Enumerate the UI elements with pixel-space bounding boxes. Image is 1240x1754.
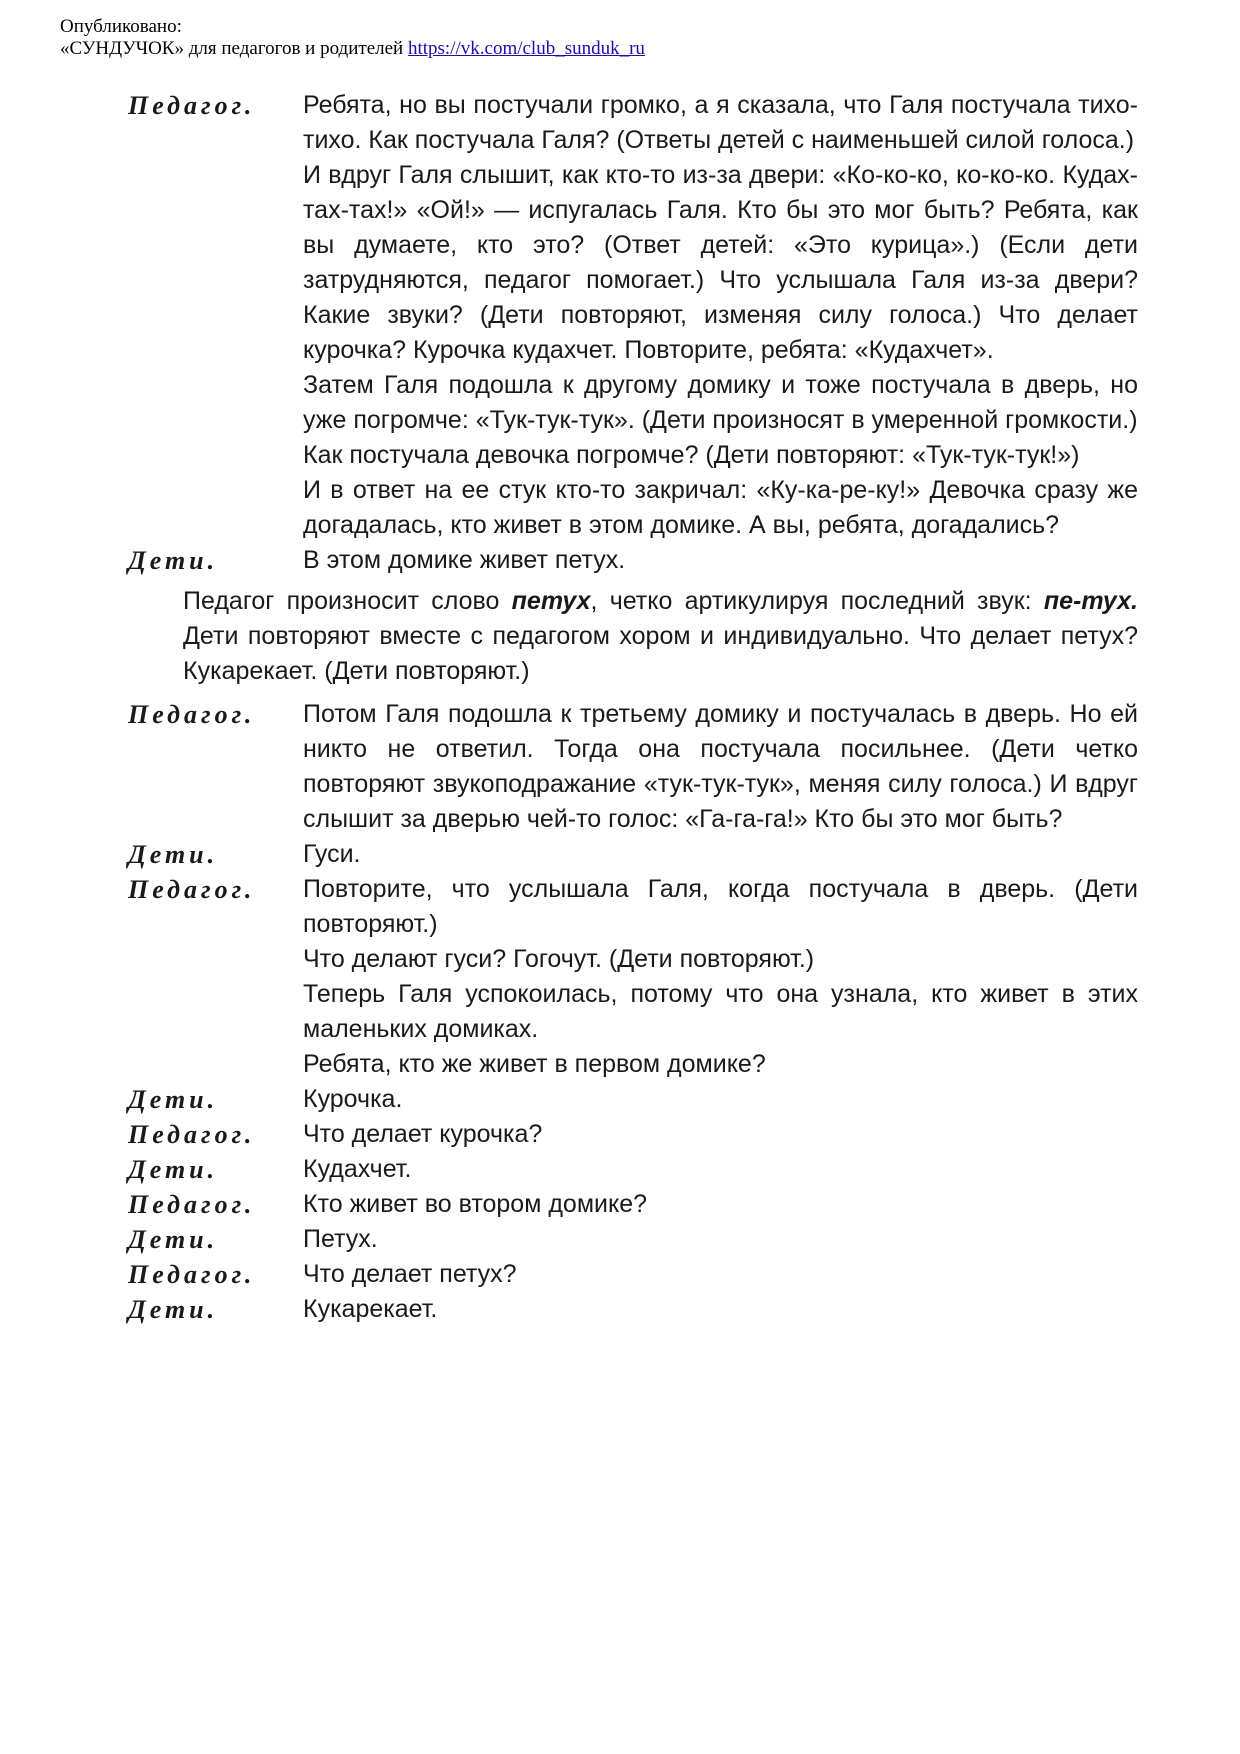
dialogue-paragraph: Кукарекает. <box>303 1295 438 1323</box>
note-word-petukh: петух <box>511 587 591 615</box>
dialogue-paragraph: Что делает петух? <box>303 1260 517 1288</box>
dialogue-entry <box>128 1082 1138 1117</box>
header-published-label: Опубликовано: <box>60 16 182 37</box>
source-link[interactable]: https://vk.com/club_sunduk_ru <box>407 38 645 59</box>
header-source-name: «СУНДУЧОК» для педагогов и родителей <box>60 38 408 59</box>
speaker-label: Дети. <box>128 840 219 869</box>
publication-header <box>60 16 645 60</box>
note-text-2: , четко артикулируя последний звук: <box>590 587 1044 615</box>
dialogue-entry <box>128 697 1138 837</box>
dialogue-paragraph: Петух. <box>303 1225 378 1253</box>
dialogue-entry <box>128 872 1138 1082</box>
dialogue-paragraph: Теперь Галя успокоилась, потому что она узнала, кто живет в этих маленьких домиках. <box>303 980 1138 1043</box>
dialogue-paragraph: Повторите, что услышала Галя, когда постучала в дверь. (Дети повторяют.) <box>303 875 1138 938</box>
dialogue-paragraph: Затем Галя подошла к другому домику и тоже постучала в дверь, но уже погромче: «Тук-тук-тук». (Дети произносят в умеренной громкости.) <box>303 371 1138 434</box>
header-source-line <box>60 38 645 60</box>
dialogue-entry <box>128 1152 1138 1187</box>
speaker-label: Дети. <box>128 1085 219 1114</box>
speaker-label: Педагог. <box>128 91 256 120</box>
dialogue-entry <box>128 543 1138 578</box>
dialogue-paragraph: Потом Галя подошла к третьему домику и постучалась в дверь. Но ей никто не ответил. Тогда она постучала посильнее. (Дети четко повторяют звукоподражание «тук-тук-тук», меняя силу голоса.) И вдруг слышит за дверью чей-то голос: «Га-га-га!» Кто бы это мог быть? <box>303 700 1138 833</box>
dialogue-entry <box>128 1117 1138 1152</box>
speaker-label: Педагог. <box>128 700 256 729</box>
note-syllables-petukh: пе-тух. <box>1043 587 1138 615</box>
dialogue-paragraph: И вдруг Галя слышит, как кто-то из-за двери: «Ко-ко-ко, ко-ко-ко. Кудах-тах-тах!» «Ой!» — испугалась Галя. Кто бы это мог быть? Ребята, как вы думаете, кто это? (Ответ детей: «Это курица».) (Если дети затрудняются, педагог помогает.) Что услышала Галя из-за двери? Какие звуки? (Дети повторяют, изменяя силу голоса.) Что делает курочка? Курочка кудахчет. Повторите, ребята: «Кудахчет». <box>303 161 1138 364</box>
dialogue-paragraph: Как постучала девочка погромче? (Дети повторяют: «Тук-тук-тук!») <box>303 441 1080 469</box>
page-body <box>128 88 1138 1327</box>
dialogue-paragraph: Что делает курочка? <box>303 1120 543 1148</box>
dialogue-block-2 <box>128 697 1138 1327</box>
dialogue-paragraph: Ребята, кто же живет в первом домике? <box>303 1050 766 1078</box>
dialogue-entry <box>128 88 1138 543</box>
speaker-label: Педагог. <box>128 875 256 904</box>
speaker-label: Дети. <box>128 546 219 575</box>
dialogue-paragraph: Что делают гуси? Гогочут. (Дети повторяют.) <box>303 945 815 973</box>
instruction-note <box>183 584 1138 689</box>
dialogue-entry <box>128 1187 1138 1222</box>
speaker-label: Дети. <box>128 1225 219 1254</box>
dialogue-entry <box>128 1257 1138 1292</box>
dialogue-block-1 <box>128 88 1138 578</box>
speaker-label: Педагог. <box>128 1190 256 1219</box>
dialogue-paragraph: Гуси. <box>303 840 361 868</box>
speaker-label: Дети. <box>128 1155 219 1184</box>
speaker-label: Педагог. <box>128 1120 256 1149</box>
note-text-1: Педагог произносит слово <box>183 587 512 615</box>
speaker-label: Педагог. <box>128 1260 256 1289</box>
dialogue-paragraph: И в ответ на ее стук кто-то закричал: «Ку-ка-ре-ку!» Девочка сразу же догадалась, кто живет в этом домике. А вы, ребята, догадались? <box>303 476 1138 539</box>
dialogue-entry <box>128 1292 1138 1327</box>
dialogue-paragraph: В этом домике живет петух. <box>303 546 626 574</box>
dialogue-entry <box>128 837 1138 872</box>
dialogue-paragraph: Кто живет во втором домике? <box>303 1190 648 1218</box>
dialogue-paragraph: Ребята, но вы постучали громко, а я сказала, что Галя постучала тихо-тихо. Как постучала Галя? (Ответы детей с наименьшей силой голоса.) <box>303 91 1138 154</box>
dialogue-paragraph: Курочка. <box>303 1085 403 1113</box>
dialogue-entry <box>128 1222 1138 1257</box>
speaker-label: Дети. <box>128 1295 219 1324</box>
dialogue-paragraph: Кудахчет. <box>303 1155 412 1183</box>
note-text-3: Дети повторяют вместе с педагогом хором и индивидуально. Что делает петух? Кукарекает. (Дети повторяют.) <box>183 622 1138 685</box>
